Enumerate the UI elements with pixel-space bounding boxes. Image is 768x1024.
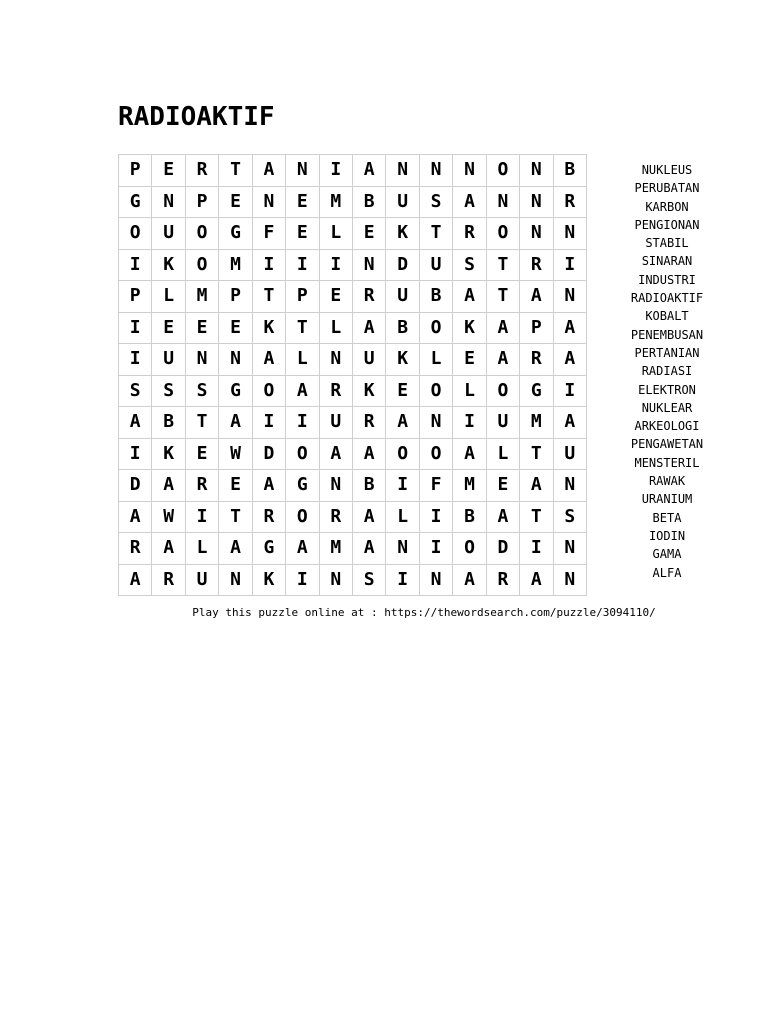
grid-cell: O [286,439,319,471]
grid-cell: E [286,187,319,219]
grid-cell: N [386,533,419,565]
grid-cell: A [453,439,486,471]
grid-cell: A [487,502,520,534]
grid-cell: D [253,439,286,471]
grid-cell: W [152,502,185,534]
grid-cell: I [386,565,419,597]
grid-cell: U [152,218,185,250]
grid-cell: R [320,376,353,408]
grid-cell: K [152,250,185,282]
grid-cell: R [520,250,553,282]
grid-cell: A [119,565,152,597]
grid-cell: A [119,502,152,534]
word-list-item: RADIOAKTIF [630,291,704,306]
grid-cell: L [286,344,319,376]
grid-cell: U [152,344,185,376]
grid-cell: O [453,533,486,565]
grid-cell: I [554,376,587,408]
grid-cell: A [520,470,553,502]
word-list-item: PENEMBUSAN [630,327,704,342]
grid-cell: N [520,187,553,219]
grid-cell: R [554,187,587,219]
grid-cell: A [353,439,386,471]
grid-cell: N [186,344,219,376]
grid-cell: P [219,281,252,313]
grid-cell: A [487,313,520,345]
word-list-item: PENGAWETAN [630,437,704,452]
grid-cell: E [152,313,185,345]
grid-cell: L [487,439,520,471]
grid-cell: O [253,376,286,408]
grid-cell: M [186,281,219,313]
grid-cell: N [219,344,252,376]
grid-cell: O [420,313,453,345]
grid-cell: K [253,313,286,345]
word-list-item: PERTANIAN [634,345,700,360]
grid-cell: O [386,439,419,471]
grid-cell: O [420,439,453,471]
grid-cell: N [554,565,587,597]
grid-cell: K [386,218,419,250]
grid-cell: N [286,155,319,187]
word-list-item: ELEKTRON [638,382,696,397]
grid-cell: B [453,502,486,534]
grid-cell: E [219,313,252,345]
grid-cell: S [554,502,587,534]
grid-cell: N [386,155,419,187]
grid-cell: I [286,565,319,597]
grid-cell: N [554,470,587,502]
word-list-item: ARKEOLOGI [634,419,700,434]
grid-cell: K [386,344,419,376]
grid-cell: O [119,218,152,250]
grid-cell: N [554,533,587,565]
word-list-item: RAWAK [648,474,686,489]
grid-cell: R [520,344,553,376]
grid-cell: A [554,313,587,345]
grid-cell: R [152,565,185,597]
grid-cell: A [453,565,486,597]
grid-cell: T [219,155,252,187]
grid-cell: A [353,533,386,565]
grid-cell: F [253,218,286,250]
grid-cell: E [186,439,219,471]
grid-cell: S [119,376,152,408]
grid-cell: N [554,218,587,250]
grid-cell: L [320,313,353,345]
grid-cell: N [253,187,286,219]
grid-cell: A [152,533,185,565]
grid-cell: T [487,250,520,282]
grid-cell: I [554,250,587,282]
grid-cell: N [320,470,353,502]
grid-cell: A [520,281,553,313]
grid-cell: M [320,187,353,219]
grid-cell: M [320,533,353,565]
grid-cell: S [453,250,486,282]
grid-cell: P [119,155,152,187]
grid-cell: O [487,218,520,250]
grid-cell: E [219,187,252,219]
word-list-item: KARBON [645,199,689,214]
grid-cell: B [353,470,386,502]
grid-cell: N [554,281,587,313]
grid-cell: A [554,344,587,376]
grid-cell: D [487,533,520,565]
grid-cell: L [320,218,353,250]
grid-cell: M [453,470,486,502]
grid-cell: L [186,533,219,565]
grid-cell: T [286,313,319,345]
grid-cell: L [453,376,486,408]
grid-cell: A [353,155,386,187]
grid-cell: E [219,470,252,502]
grid-cell: A [253,155,286,187]
grid-cell: O [487,376,520,408]
grid-cell: T [420,218,453,250]
grid-cell: B [353,187,386,219]
grid-cell: T [253,281,286,313]
grid-cell: I [453,407,486,439]
word-list-item: MENSTERIL [634,455,700,470]
grid-cell: E [453,344,486,376]
word-list-item: BETA [652,510,682,525]
grid-cell: E [353,218,386,250]
grid-cell: S [152,376,185,408]
grid-cell: A [554,407,587,439]
grid-cell: N [520,155,553,187]
grid-cell: N [487,187,520,219]
grid-cell: N [420,155,453,187]
grid-cell: T [219,502,252,534]
grid-cell: A [219,407,252,439]
grid-cell: A [253,470,286,502]
grid-cell: A [286,533,319,565]
grid-cell: A [320,439,353,471]
grid-cell: N [353,250,386,282]
grid-cell: S [186,376,219,408]
grid-cell: N [320,565,353,597]
grid-cell: B [554,155,587,187]
grid-cell: R [320,502,353,534]
grid-cell: P [286,281,319,313]
grid-cell: R [186,470,219,502]
grid-cell: I [119,250,152,282]
grid-cell: I [286,407,319,439]
grid-cell: U [420,250,453,282]
grid-cell: I [386,470,419,502]
grid-cell: L [420,344,453,376]
grid-cell: A [152,470,185,502]
grid-cell: I [119,344,152,376]
grid-cell: D [386,250,419,282]
word-list-item: KOBALT [645,309,689,324]
grid-cell: A [253,344,286,376]
grid-cell: N [420,565,453,597]
word-list [612,161,722,582]
grid-cell: G [119,187,152,219]
word-list-item: RADIASI [641,364,693,379]
grid-cell: W [219,439,252,471]
grid-cell: K [453,313,486,345]
grid-cell: N [420,407,453,439]
word-list-item: GAMA [652,547,682,562]
grid-cell: U [353,344,386,376]
grid-cell: O [487,155,520,187]
grid-cell: S [420,187,453,219]
grid-cell: A [487,344,520,376]
word-list-item: SINARAN [641,254,693,269]
grid-cell: R [119,533,152,565]
grid-cell: A [453,281,486,313]
grid-cell: I [320,155,353,187]
grid-cell: I [253,407,286,439]
word-list-item: ALFA [652,565,682,580]
grid-cell: U [186,565,219,597]
grid-cell: O [186,250,219,282]
grid-cell: E [186,313,219,345]
grid-cell: E [152,155,185,187]
grid-cell: G [286,470,319,502]
grid-cell: U [554,439,587,471]
grid-cell: O [420,376,453,408]
grid-cell: B [420,281,453,313]
word-list-item: PENGIONAN [634,217,700,232]
grid-cell: E [386,376,419,408]
grid-cell: N [152,187,185,219]
grid-cell: A [386,407,419,439]
grid-cell: R [453,218,486,250]
letter-grid [118,154,587,596]
grid-cell: U [320,407,353,439]
word-list-item: STABIL [645,236,689,251]
grid-cell: M [219,250,252,282]
grid-cell: G [520,376,553,408]
grid-cell: I [320,250,353,282]
grid-cell: U [386,187,419,219]
word-list-item: INDUSTRI [638,272,696,287]
grid-cell: I [420,533,453,565]
grid-cell: R [186,155,219,187]
grid-cell: L [386,502,419,534]
grid-cell: F [420,470,453,502]
grid-cell: E [320,281,353,313]
grid-cell: R [487,565,520,597]
grid-cell: N [520,218,553,250]
grid-cell: E [286,218,319,250]
word-list-item: URANIUM [641,492,693,507]
grid-cell: S [353,565,386,597]
grid-cell: A [286,376,319,408]
grid-cell: A [520,565,553,597]
word-list-item: PERUBATAN [634,181,700,196]
grid-cell: T [487,281,520,313]
grid-cell: U [487,407,520,439]
grid-cell: G [219,218,252,250]
word-list-item: NUKLEUS [641,163,693,177]
grid-cell: A [353,313,386,345]
grid-cell: K [253,565,286,597]
grid-cell: I [119,313,152,345]
grid-cell: O [286,502,319,534]
grid-cell: K [152,439,185,471]
grid-cell: P [186,187,219,219]
grid-cell: I [420,502,453,534]
grid-cell: T [520,439,553,471]
grid-cell: B [152,407,185,439]
grid-cell: G [253,533,286,565]
grid-cell: B [386,313,419,345]
grid-cell: A [219,533,252,565]
grid-cell: I [286,250,319,282]
grid-cell: L [152,281,185,313]
word-list-item: IODIN [648,528,686,543]
puzzle-title: RADIOAKTIF [118,102,275,132]
grid-cell: E [487,470,520,502]
grid-cell: T [520,502,553,534]
grid-cell: U [386,281,419,313]
grid-cell: A [453,187,486,219]
grid-cell: I [520,533,553,565]
grid-cell: I [186,502,219,534]
grid-cell: I [119,439,152,471]
grid-cell: A [119,407,152,439]
word-list-item: NUKLEAR [641,400,693,415]
grid-cell: M [520,407,553,439]
grid-cell: P [119,281,152,313]
grid-cell: A [353,502,386,534]
grid-cell: I [253,250,286,282]
grid-cell: N [453,155,486,187]
grid-cell: O [186,218,219,250]
grid-cell: T [186,407,219,439]
grid-cell: N [320,344,353,376]
grid-cell: N [219,565,252,597]
footer-link-text: Play this puzzle online at : https://thewordsearch.com/puzzle/3094110/ [192,606,656,619]
grid-cell: R [253,502,286,534]
grid-cell: P [520,313,553,345]
grid-cell: R [353,407,386,439]
grid-cell: G [219,376,252,408]
grid-cell: R [353,281,386,313]
grid-cell: D [119,470,152,502]
grid-cell: K [353,376,386,408]
